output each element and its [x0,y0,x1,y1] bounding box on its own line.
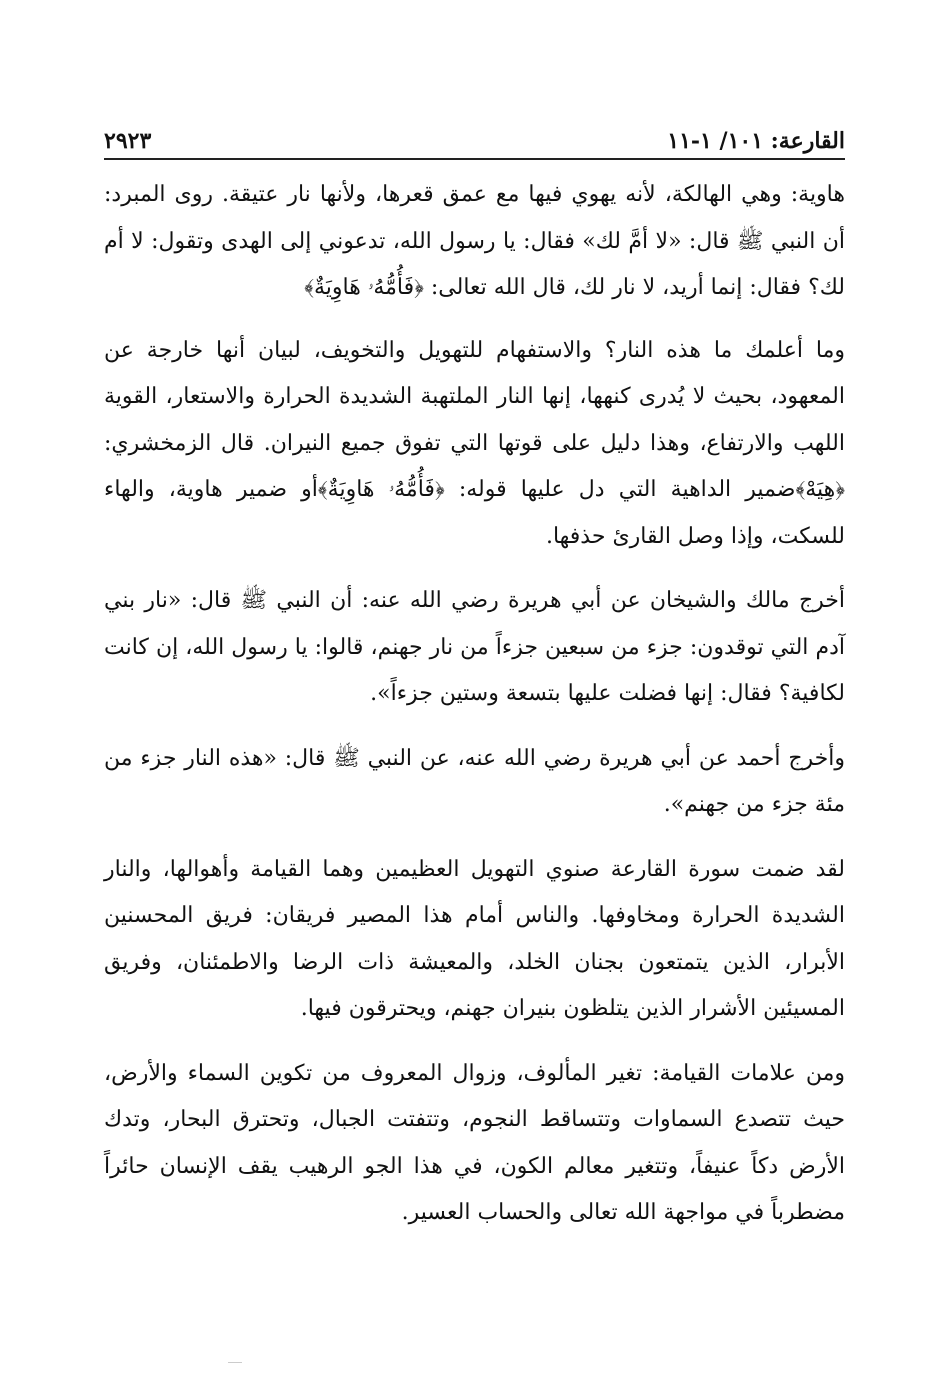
page-body [104,172,845,1255]
paragraph-summary: لقد ضمت سورة القارعة صنوي التهويل العظيمين وهما القيامة وأهوالها، والنار الشديدة الحرارة ومخاوفها. والناس أمام هذا المصير فريقان: فريق المحسنين الأبرار، الذين يتمتعون بجنان الخلد، والمعيشة ذات الرضا والاطمئنان، وفريق المسيئين الأشرار الذين يتلظون بنيران جهنم، ويحترقون فيها. [104,856,845,1021]
running-header [104,114,845,154]
paragraph-signs-of-qiyama: ومن علامات القيامة: تغير المألوف، وزوال المعروف من تكوين السماء والأرض، حيث تتصدع السماوات وتتساقط النجوم، وتتفتت الجبال، وتحترق البحار، وتدك الأرض دكاً عنيفاً، وتتغير معالم الكون، في هذا الجو الرهيب يقف الإنسان حائراً مضطرباً في مواجهة الله تعالى والحساب العسير. [104,1060,845,1225]
scan-speck [228,1362,242,1363]
paragraph-fire-description: وما أعلمك ما هذه النار؟ والاستفهام للتهويل والتخويف، لبيان أنها خارجة عن المعهود، بحيث لا يُدرى كنهها، إنها النار الملتهبة الشديدة الحرارة والاستعار، القوية اللهب والارتفاع، وهذا دليل على قوتها التي تفوق جميع النيران. قال الزمخشري: ﴿هِيَهْ﴾ضمير الداهية التي دل عليها قوله: ﴿فَأُمُّهُۥ هَاوِيَةٌ﴾أو ضمير هاوية، والهاء للسكت، وإذا وصل القارئ حذفها. [104,337,845,549]
sura-reference: القارعة: ١٠١/ ١-١١ [667,128,845,154]
paragraph-hadith-ahmad: وأخرج أحمد عن أبي هريرة رضي الله عنه، عن النبي ﷺ قال: «هذه النار جزء من مئة جزء من جهنم». [104,745,845,817]
paragraph-hadith-malik: أخرج مالك والشيخان عن أبي هريرة رضي الله عنه: أن النبي ﷺ قال: «نار بني آدم التي توقدون: جزء من سبعين جزءاً من نار جهنم، قالوا: يا رسول الله، إن كانت لكافية؟ فقال: إنها فضلت عليها بتسعة وستين جزءاً». [104,588,845,706]
header-divider [104,158,845,160]
page-number: ٢٩٢٣ [104,128,152,154]
paragraph-hawiya: هاوية: وهي الهالكة، لأنه يهوي فيها مع عمق قعرها، ولأنها نار عتيقة. روى المبرد: أن النبي ﷺ قال: «لا أمَّ لك» فقال: يا رسول الله، تدعوني إلى الهدى وتقول: لا أم لك؟ فقال: إنما أريد، لا نار لك، قال الله تعالى: ﴿فَأُمُّهُۥ هَاوِيَةٌ﴾ [104,182,845,300]
